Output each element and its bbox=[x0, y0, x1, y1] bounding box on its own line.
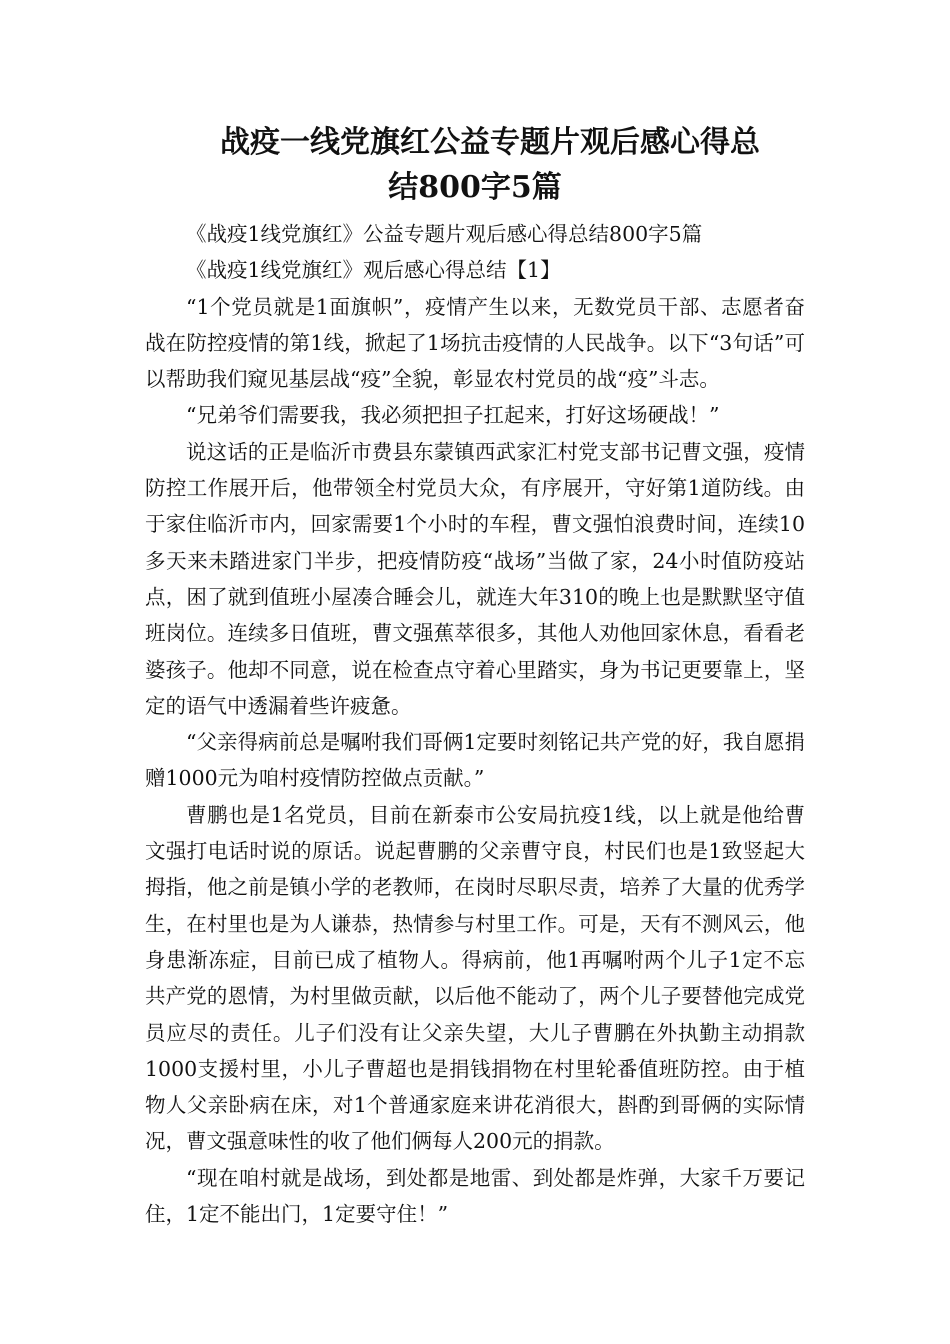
quote-paragraph: “现在咱村就是战场，到处都是地雷、到处都是炸弹，大家千万要记住，1定不能出门，1定要守住！” bbox=[145, 1165, 805, 1227]
body-paragraph: 说这话的正是临沂市费县东蒙镇西武家汇村党支部书记曹文强，疫情防控工作展开后，他带领全村党员大众，有序展开，守好第1道防线。由于家住临沂市内，回家需要1个小时的车程，曹文强怕浪费时间，连续10多天来未踏进家门半步，把疫情防疫“战场”当做了家，24小时值防疫站点，困了就到值班小屋凑合睡会儿，就连大年310的晚上也是默默坚守值班岗位。连续多日值班，曹文强蕉萃很多，其他人劝他回家休息，看看老婆孩子。他却不同意，说在检查点守着心里踏实，身为书记更要靠上，坚定的语气中透漏着些许疲惫。 bbox=[145, 439, 805, 718]
body-paragraph: “1个党员就是1面旗帜”，疫情产生以来，无数党员干部、志愿者奋战在防控疫情的第1线，掀起了1场抗击疫情的人民战争。以下“3句话”可以帮助我们窥见基层战“疫”全貌，彰显农村党员的战“疫”斗志。 bbox=[145, 294, 805, 392]
document-title-line-1: 战疫一线党旗红公益专题片观后感心得总 bbox=[220, 125, 760, 160]
quote-paragraph: “父亲得病前总是嘱咐我们哥俩1定要时刻铭记共产党的好，我自愿捐赠1000元为咱村疫情防控做点贡献。” bbox=[145, 730, 805, 791]
body-paragraph: 曹鹏也是1名党员，目前在新泰市公安局抗疫1线，以上就是他给曹文强打电话时说的原话。说起曹鹏的父亲曹守良，村民们也是1致竖起大拇指，他之前是镇小学的老教师，在岗时尽职尽责，培养了大量的优秀学生，在村里也是为人谦恭，热情参与村里工作。可是，天有不测风云，他身患渐冻症，目前已成了植物人。得病前，他1再嘱咐两个儿子1定不忘共产党的恩情，为村里做贡献，以后他不能动了，两个儿子要替他完成党员应尽的责任。儿子们没有让父亲失望，大儿子曹鹏在外执勤主动捐款1000支援村里，小儿子曹超也是捐钱捐物在村里轮番值班防控。由于植物人父亲卧病在床，对1个普通家庭来讲花消很大，斟酌到哥俩的实际情况，曹文强意味性的收了他们俩每人200元的捐款。 bbox=[145, 802, 805, 1154]
subtitle-paragraph: 《战疫1线党旗红》公益专题片观后感心得总结800字5篇 bbox=[186, 222, 703, 246]
quote-paragraph: “兄弟爷们需要我，我必须把担子扛起来，打好这场硬战！” bbox=[186, 403, 720, 428]
document-body bbox=[145, 216, 805, 1232]
document-title-line-2: 结800字5篇 bbox=[388, 170, 562, 205]
section-heading: 《战疫1线党旗红》观后感心得总结【1】 bbox=[186, 258, 561, 283]
